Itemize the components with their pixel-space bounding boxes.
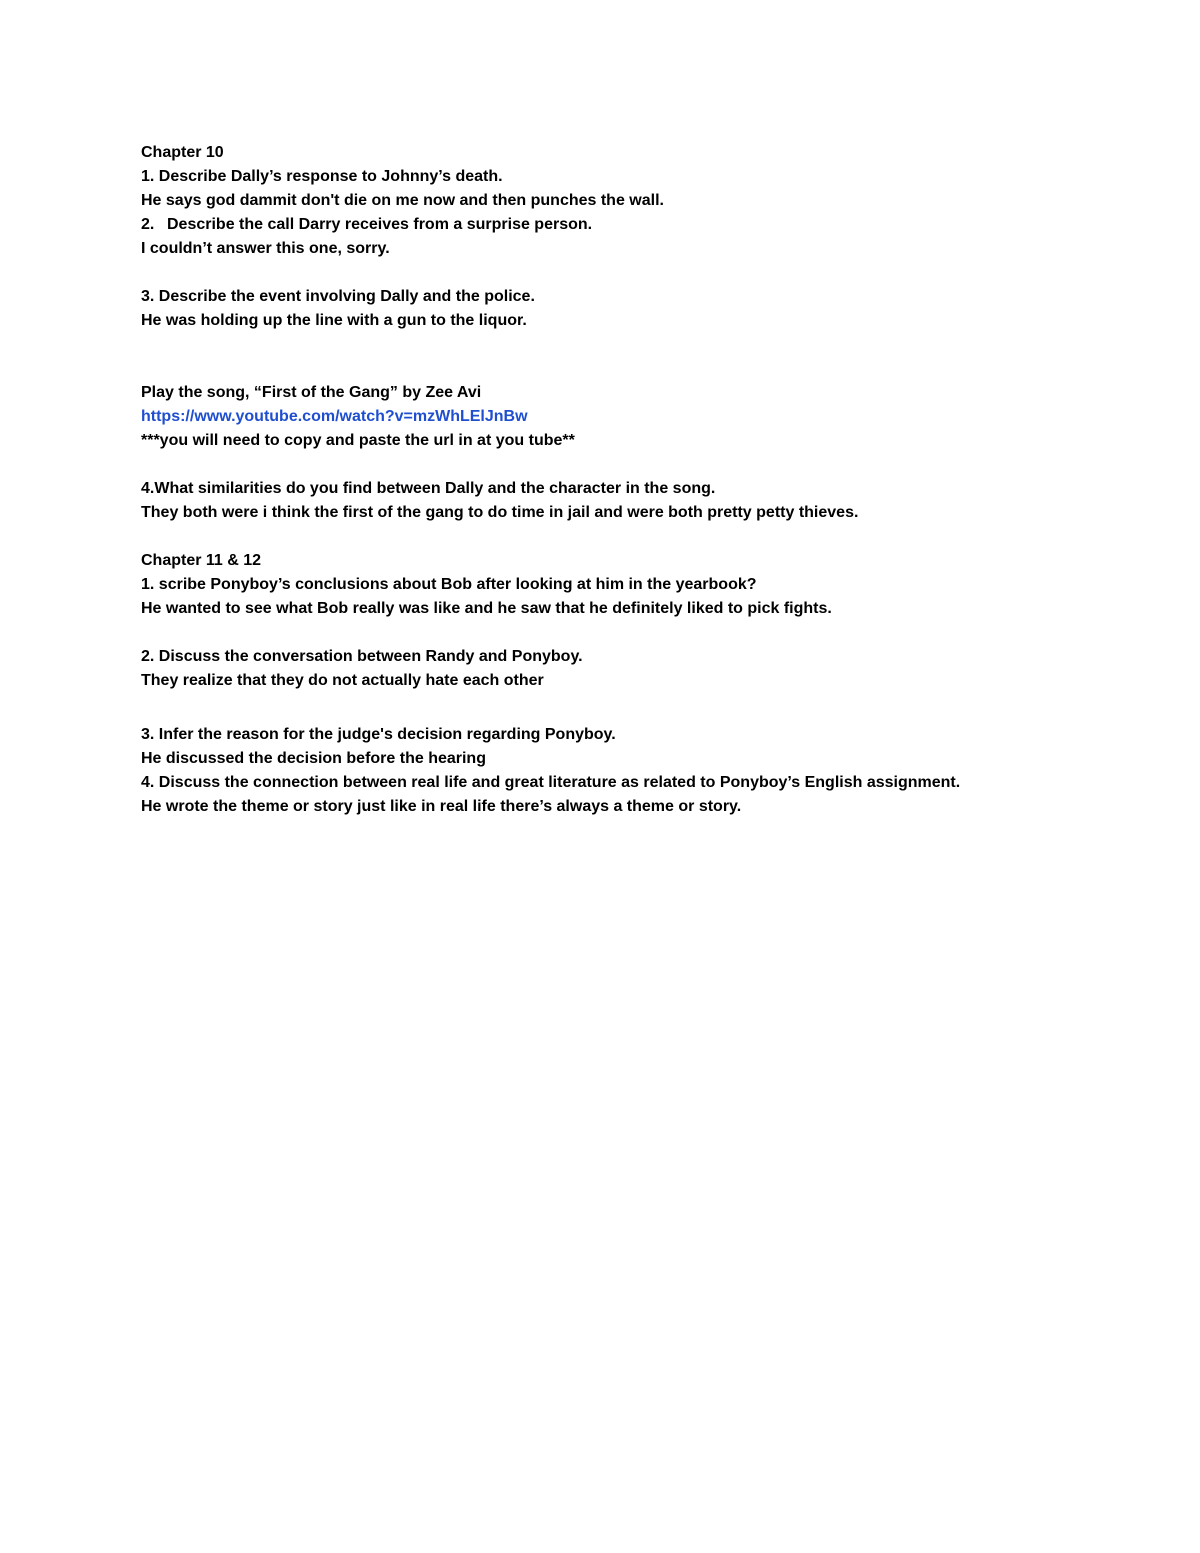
ch10-question-2 [141,213,1141,237]
ch1112-question-3: 3. Infer the reason for the judge's decision regarding Ponyboy. [141,726,616,743]
song-answer-4: They both were i think the first of the gang to do time in jail and were both pretty petty thieves. [141,504,859,521]
song-intro: Play the song, “First of the Gang” by Zee Avi [141,384,482,401]
song-url-link[interactable]: https://www.youtube.com/watch?v=mzWhLElJnBw [141,408,528,425]
ch1112-answer-2: They realize that they do not actually hate each other [141,672,544,689]
spacer [141,333,1141,381]
song-question-4: 4.What similarities do you find between Dally and the character in the song. [141,480,716,497]
ch1112-answer-1: He wanted to see what Bob really was like and he saw that he definitely liked to pick fights. [141,600,832,617]
chapter-10-heading: Chapter 10 [141,144,224,161]
ch10-answer-3: He was holding up the line with a gun to the liquor. [141,312,527,329]
spacer [141,621,1141,645]
document-body [141,141,1141,819]
ch10-question-1: 1. Describe Dally’s response to Johnny’s death. [141,168,503,185]
ch1112-question-1: 1. scribe Ponyboy’s conclusions about Bob after looking at him in the yearbook? [141,576,757,593]
song-link-line [141,405,1141,429]
ch1112-answer-4: He wrote the theme or story just like in real life there’s always a theme or story. [141,798,742,815]
chapter-11-12-heading: Chapter 11 & 12 [141,552,262,569]
ch1112-answer-3: He discussed the decision before the hearing [141,750,486,767]
spacer [141,453,1141,477]
ch1112-question-4: 4. Discuss the connection between real life and great literature as related to Ponyboy’s English assignment. [141,774,961,791]
spacer [141,261,1141,285]
ch10-answer-2: I couldn’t answer this one, sorry. [141,240,390,257]
song-note: ***you will need to copy and paste the url in at you tube** [141,432,575,449]
ch1112-question-2: 2. Discuss the conversation between Randy and Ponyboy. [141,648,583,665]
ch10-answer-1: He says god dammit don't die on me now and then punches the wall. [141,192,664,209]
spacer [141,525,1141,549]
spacer [141,693,1141,723]
ch10-question-2-number: 2. [141,216,155,233]
ch10-question-3: 3. Describe the event involving Dally and the police. [141,288,535,305]
ch10-question-2-text: Describe the call Darry receives from a surprise person. [167,216,593,233]
